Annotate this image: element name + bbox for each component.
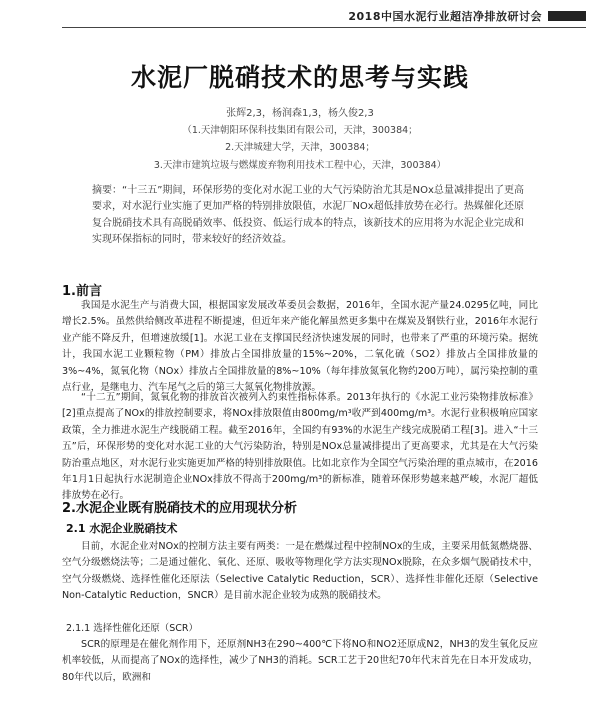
- paper-title: 水泥厂脱硝技术的思考与实践: [130, 63, 469, 92]
- section-heading-2: 2.水泥企业既有脱硝技术的应用现状分析: [62, 501, 297, 516]
- subsubsection-heading-2-1-1: 2.1.1 选择性催化还原（SCR）: [66, 623, 198, 634]
- abstract: 摘要：“十三五”期间，环保形势的变化对水泥工业的大气污染防治尤其是NOx总量减排提出了更高要求，对水泥行业实施了更加严格的特别排放限值，水泥厂NOx超低排放势在必行。热媒催化还原复合脱硝技术具有高脱硝效率、低投资、低运行成本的特点，该新技术的应用将为水泥企业完成和实现环保指标的同时，带来较好的经济效益。: [92, 185, 524, 246]
- paragraph: SCR的原理是在催化剂作用下，还原剂NH3在290~400℃下将NO和NO2还原成N2，NH3的发生氧化反应机率较低，从而提高了NOx的选择性，减少了NH3的消耗。SCR工艺于20世纪70年代末首先在日本开发成功，80年代以后，欧洲和: [62, 639, 538, 683]
- affiliation-2: 2.天津城建大学，天津，300384；: [225, 142, 375, 153]
- subsection-heading-2-1: 2.1 水泥企业脱硝技术: [66, 522, 178, 535]
- header-text: 2018中国水泥行业超洁净排放研讨会: [348, 10, 542, 23]
- paragraph: “十二五”期间，氮氧化物的排放首次被列入约束性指标体系。2013年执行的《水泥工业污染物排放标准》[2]重点提高了NOx的排放控制要求，将NOx排放限值由800mg/m³收严到400mg/m³。水泥行业积极响应国家政策，全力推进水泥生产线脱硝工程。截至2016年，全国约有93%的水泥生产线完成脱硝工程[3]。进入“十三五”后，环保形势的变化对水泥工业的大气污染防治，特别是NOx总量减排提出了更高要求，尤其是在大气污染防治重点地区，对水泥行业实施更加严格的特别排放限值。比如北京作为全国空气污染治理的重点城市，在2016年1月1日起执行水泥制造企业NOx排放不得高于200mg/m³的新标准，随着环保形势越来越严峻，水泥厂超低排放势在必行。: [62, 392, 538, 502]
- running-header: [348, 8, 586, 24]
- authors: 张辉2,3，杨润森1,3，杨久俊2,3: [226, 108, 374, 119]
- paragraph: 目前，水泥企业对NOx的控制方法主要有两类：一是在燃煤过程中控制NOx的生成，主要采用低氮燃烧器、空气分级燃烧法等；二是通过催化、氧化、还原、吸收等物理化学方法实现NOx脱除，在众多烟气脱硝技术中，空气分级燃烧、选择性催化还原法（Selective Catalytic Reduction，SCR）、选择性非催化还原（Selective Non-Catalytic Reduction，SNCR）是目前水泥企业较为成熟的脱硝技术。: [62, 541, 538, 602]
- section-heading-1: 1.前言: [62, 284, 102, 299]
- affiliation-3: 3.天津市建筑垃圾与燃煤废弃物利用技术工程中心，天津，300384）: [153, 160, 447, 171]
- paragraph: 我国是水泥生产与消费大国，根据国家发展改革委员会数据，2016年，全国水泥产量24.0295亿吨，同比增长2.5%。虽然供给侧改革进程不断提速，但近年来产能化解虽然更多集中在煤炭及钢铁行业，2016年水泥行业产能不降反升，但增速放缓[1]。水泥工业在支撑国民经济快速发展的同时，也带来了严重的环境污染。据统计，我国水泥工业颗粒物（PM）排放占全国排放量的15%~20%，二氧化硫（SO2）排放占全国排放量的3%~4%，氮氧化物（NOx）排放占全国排放量的8%~10%（每年排放氮氧化物约200万吨），属污染控制的重点行业，是继电力、汽车尾气之后的第三大氮氧化物排放源。: [62, 300, 538, 394]
- header-bar: [548, 11, 586, 21]
- header-rule: [62, 27, 586, 28]
- affiliation-1: （1.天津朝阳环保科技集团有限公司，天津，300384；: [182, 125, 418, 136]
